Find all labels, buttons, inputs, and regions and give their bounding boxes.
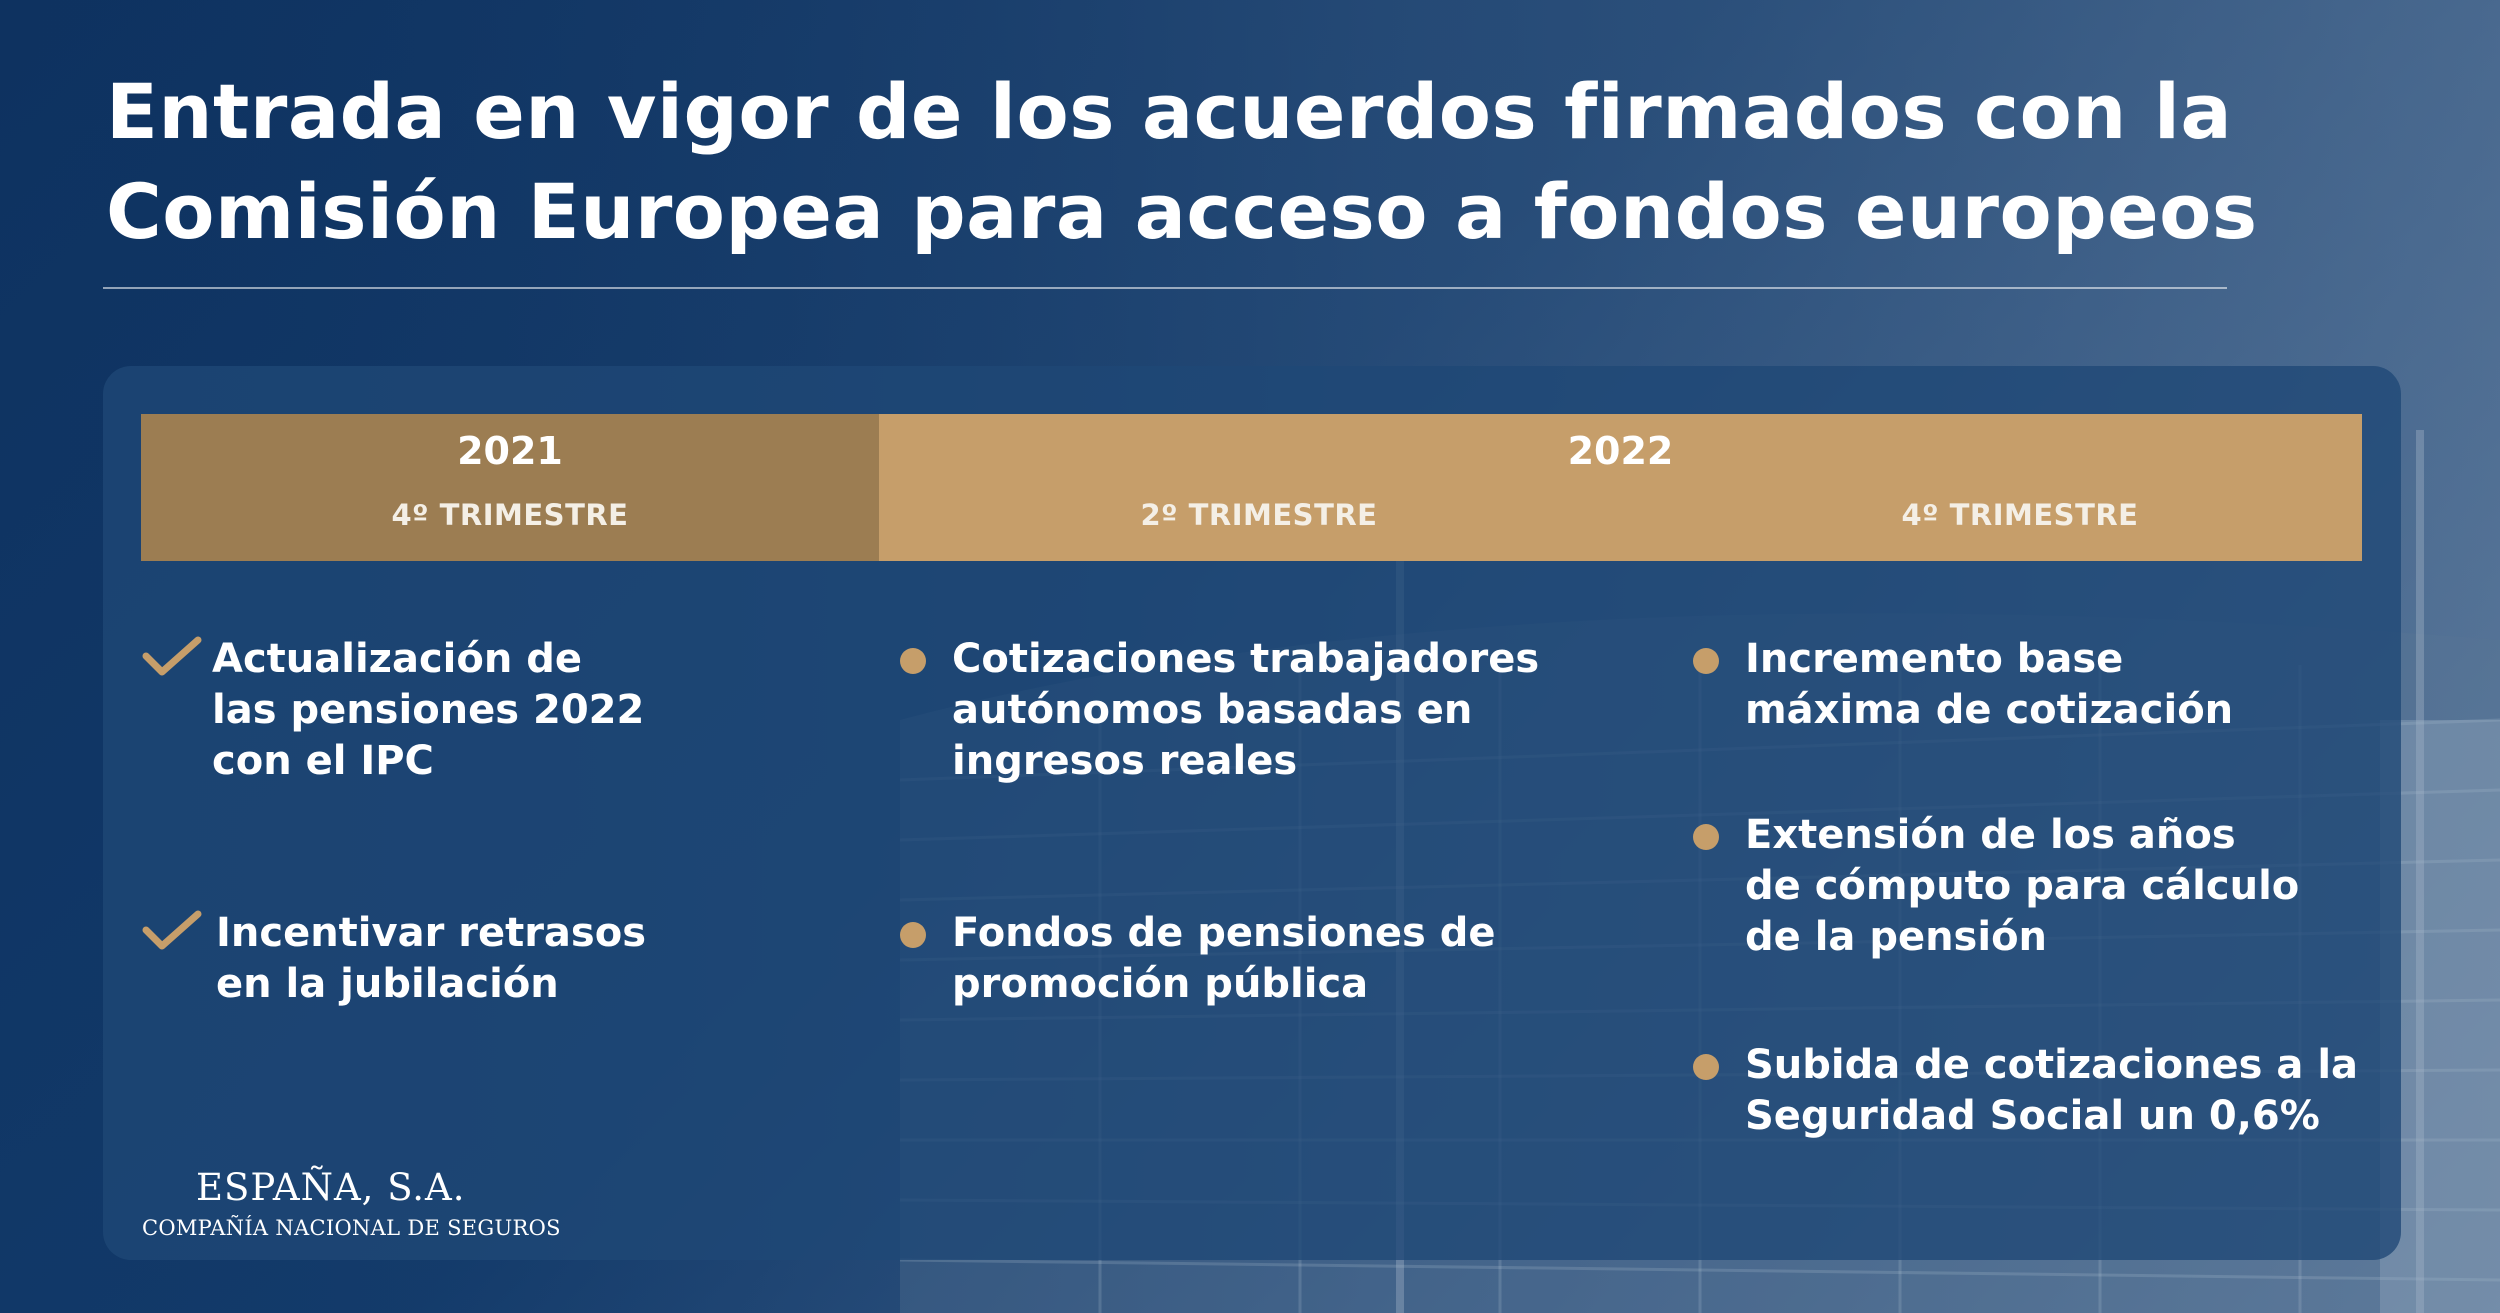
year-2021-label: 2021 [457, 429, 563, 473]
dot-icon [900, 648, 926, 674]
page-title [106, 62, 2406, 262]
dot-icon [1693, 1054, 1719, 1080]
year-2022-label: 2022 [1567, 429, 1674, 473]
title-divider [103, 287, 2227, 289]
list-item: Incentivar retrasos en la jubilación [216, 910, 647, 1007]
logo-subtitle: COMPAÑÍA NACIONAL DE SEGUROS [142, 1216, 561, 1240]
list-item: Cotizaciones trabajadores autónomos basadas en ingresos reales [952, 636, 1540, 784]
list-item: Extensión de los años de cómputo para cálculo de la pensión [1745, 812, 2300, 960]
quarter-q4-2021-label: 4º TRIMESTRE [391, 498, 629, 532]
header-2022 [879, 414, 2362, 561]
quarter-q4-2022-label: 4º TRIMESTRE [1901, 498, 2139, 532]
title-line-2: Comisión Europea para acceso a fondos europeos [106, 167, 2258, 256]
list-item: Actualización de las pensiones 2022 con el IPC [212, 636, 645, 784]
quarter-q2-2022-label: 2º TRIMESTRE [1140, 498, 1378, 532]
list-item: Fondos de pensiones de promoción pública [952, 910, 1496, 1007]
list-item: Subida de cotizaciones a la Seguridad Social un 0,6% [1745, 1042, 2359, 1139]
dot-icon [1693, 648, 1719, 674]
list-item: Incremento base máxima de cotización [1745, 636, 2234, 733]
check-icon [142, 910, 202, 950]
dot-icon [1693, 824, 1719, 850]
header-2021 [141, 414, 879, 561]
logo-name: ESPAÑA, S.A. [196, 1166, 466, 1209]
title-line-1: Entrada en vigor de los acuerdos firmados con la [106, 67, 2233, 156]
check-icon [142, 636, 202, 676]
dot-icon [900, 922, 926, 948]
